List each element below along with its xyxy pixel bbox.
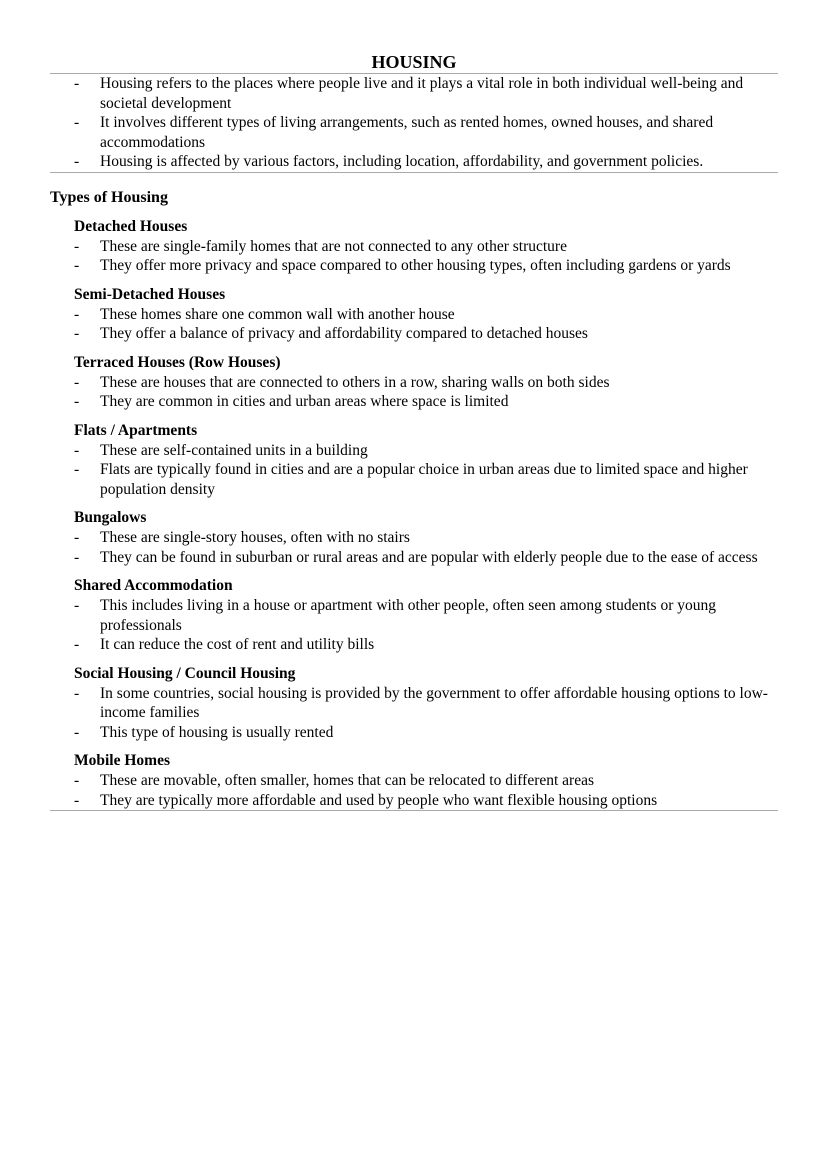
list-item: [50, 723, 778, 743]
intro-item-text: Housing is affected by various factors, including location, affordability, and government policies.: [100, 153, 704, 170]
list-item-text: These are single-story houses, often with no stairs: [100, 529, 410, 546]
intro-list: [50, 74, 778, 172]
housing-type-title: Mobile Homes: [74, 752, 170, 769]
intro-item-text: It involves different types of living arrangements, such as rented homes, owned houses, and shared accommodations: [100, 114, 714, 151]
list-item: [50, 441, 778, 461]
list-item-text: They offer more privacy and space compared to other housing types, often including gardens or yards: [100, 257, 731, 274]
list-item-text: These are single-family homes that are not connected to any other structure: [100, 237, 567, 255]
dash-marker: -: [74, 393, 80, 410]
housing-types: [50, 217, 778, 811]
housing-type-title: Detached Houses: [74, 217, 188, 235]
housing-type-list: [50, 305, 778, 344]
list-item-text: This type of housing is usually rented: [100, 723, 334, 741]
dash-marker: -: [74, 684, 80, 702]
dash-marker: -: [74, 597, 80, 614]
list-item-text: These are self-contained units in a building: [100, 441, 368, 459]
intro-item-text: Housing refers to the places where people live and it plays a vital role in both individual well-being and societal development: [100, 75, 744, 112]
list-item-text: In some countries, social housing is provided by the government to offer affordable housing options to low-income families: [100, 684, 768, 721]
dash-marker: -: [74, 237, 80, 255]
housing-type-title: Terraced Houses (Row Houses): [74, 353, 281, 371]
housing-type-title: Semi-Detached Houses: [74, 285, 226, 303]
housing-type-title: Social Housing / Council Housing: [74, 664, 296, 682]
list-item: [50, 548, 778, 568]
list-item-text: They offer a balance of privacy and affordability compared to detached houses: [100, 325, 588, 342]
list-item: [50, 684, 778, 723]
housing-type-title: Flats / Apartments: [74, 421, 198, 439]
intro-item: [50, 113, 778, 152]
list-item: [50, 373, 778, 393]
housing-type-list: [50, 528, 778, 567]
list-item: [50, 460, 778, 499]
list-item: [50, 256, 778, 276]
dash-marker: -: [74, 636, 80, 653]
list-item: [50, 791, 778, 811]
section-heading: Types of Housing: [50, 188, 168, 206]
dash-marker: -: [74, 325, 80, 342]
dash-marker: -: [74, 548, 80, 566]
intro-item: [50, 152, 778, 172]
dash-marker: -: [74, 257, 80, 274]
list-item-text: This includes living in a house or apartment with other people, often seen among students or young professionals: [100, 597, 716, 634]
list-item: [50, 596, 778, 635]
dash-marker: -: [74, 461, 80, 478]
list-item: [50, 635, 778, 655]
dash-marker: -: [74, 529, 80, 546]
housing-type-list: [50, 596, 778, 655]
housing-type-title: Bungalows: [74, 509, 147, 526]
list-item-text: These are houses that are connected to others in a row, sharing walls on both sides: [100, 373, 610, 391]
list-item: [50, 528, 778, 548]
list-item-text: They can be found in suburban or rural areas and are popular with elderly people due to the ease of access: [100, 548, 758, 566]
dash-marker: -: [74, 75, 80, 92]
housing-type-list: [50, 441, 778, 500]
dash-marker: -: [74, 153, 80, 170]
list-item: [50, 324, 778, 344]
dash-marker: -: [74, 305, 80, 323]
divider-middle: [50, 172, 778, 173]
list-item-text: They are common in cities and urban areas where space is limited: [100, 393, 509, 410]
housing-type-title: Shared Accommodation: [74, 577, 233, 594]
housing-type-list: [50, 684, 778, 743]
dash-marker: -: [74, 373, 80, 391]
list-item: [50, 392, 778, 412]
list-item-text: It can reduce the cost of rent and utility bills: [100, 636, 375, 653]
dash-marker: -: [74, 114, 80, 131]
housing-type-list: [50, 373, 778, 412]
housing-type-list: [50, 771, 778, 810]
list-item-text: These are movable, often smaller, homes that can be relocated to different areas: [100, 772, 595, 789]
list-item: [50, 305, 778, 325]
dash-marker: -: [74, 791, 80, 809]
divider-bottom: [50, 810, 778, 811]
list-item: [50, 237, 778, 257]
dash-marker: -: [74, 723, 80, 741]
list-item: [50, 771, 778, 791]
intro-item: [50, 74, 778, 113]
page-title: HOUSING: [371, 52, 457, 72]
list-item-text: They are typically more affordable and used by people who want flexible housing options: [100, 791, 658, 809]
list-item-text: These homes share one common wall with another house: [100, 305, 455, 323]
list-item-text: Flats are typically found in cities and are a popular choice in urban areas due to limited space and higher population density: [100, 461, 748, 498]
housing-type-list: [50, 237, 778, 276]
dash-marker: -: [74, 772, 80, 789]
dash-marker: -: [74, 441, 80, 459]
